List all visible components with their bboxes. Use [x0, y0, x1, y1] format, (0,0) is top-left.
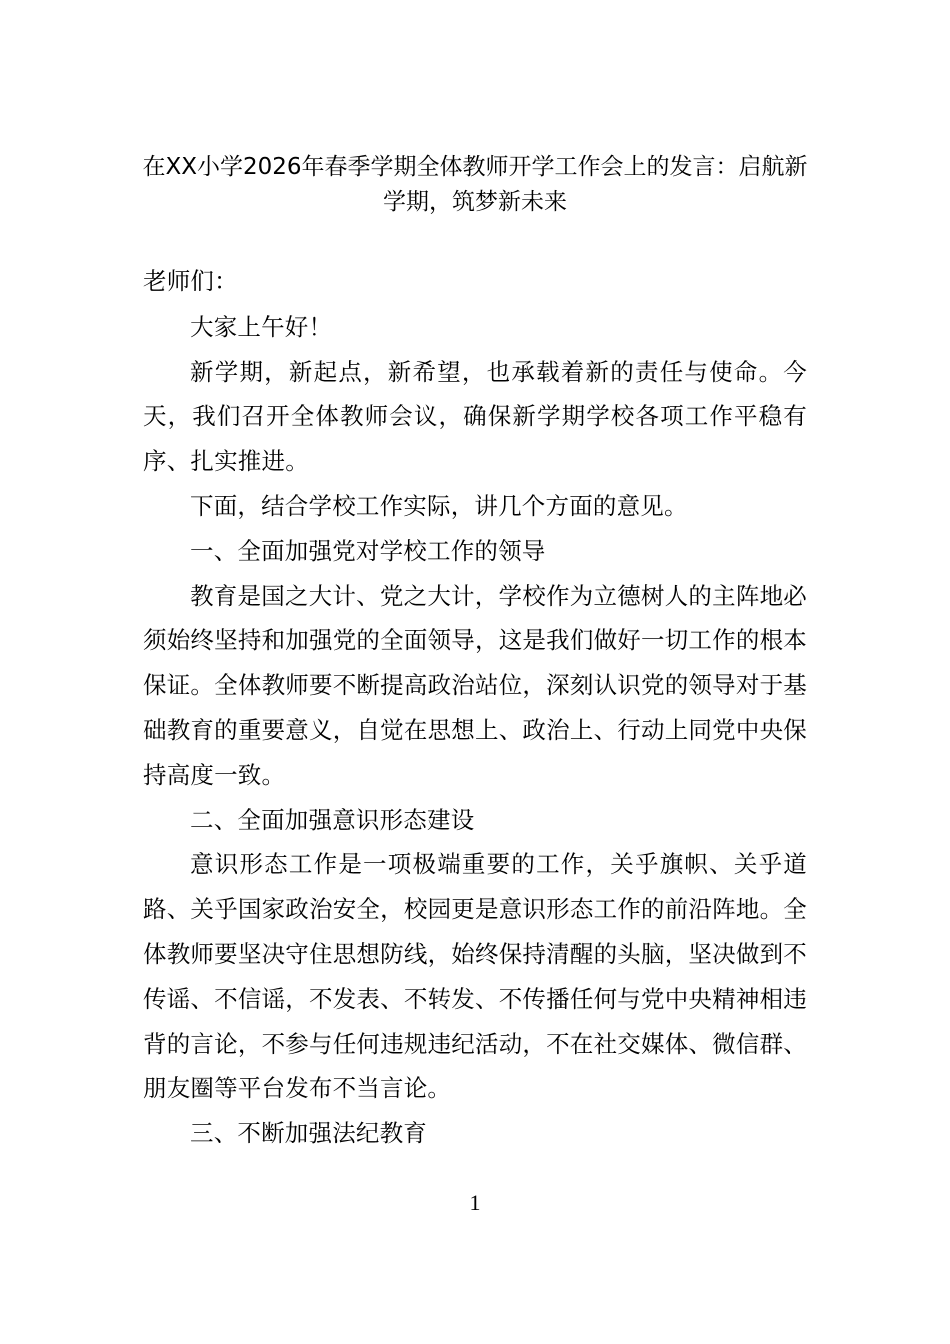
salutation: 老师们：: [143, 267, 238, 295]
section-heading-3: 三、不断加强法纪教育: [190, 1119, 427, 1148]
document-body: [143, 259, 807, 1156]
section-1-paragraph: 教育是国之大计、党之大计，学校作为立德树人的主阵地必须始终坚持和加强党的全面领导，这是我们做好一切工作的根本保证。全体教师要不断提高政治站位，深刻认识党的领导对于基础教育的重要意义，自觉在思想上、政治上、行动上同党中央保持高度一致。: [143, 581, 807, 789]
section-heading-1: 一、全面加强党对学校工作的领导: [190, 536, 546, 565]
intro-paragraph: 新学期，新起点，新希望，也承载着新的责任与使命。今天，我们召开全体教师会议，确保新学期学校各项工作平稳有序、扎实推进。: [143, 357, 807, 476]
section-heading-2: 二、全面加强意识形态建设: [190, 805, 475, 834]
page-number: 1: [469, 1190, 481, 1215]
greeting-paragraph: 大家上午好！: [190, 312, 333, 341]
transition-paragraph: 下面，结合学校工作实际，讲几个方面的意见。: [190, 491, 688, 520]
section-2-paragraph: 意识形态工作是一项极端重要的工作，关乎旗帜、关乎道路、关乎国家政治安全，校园更是意识形态工作的前沿阵地。全体教师要坚决守住思想防线，始终保持清醒的头脑，坚决做到不传谣、不信谣，不发表、不转发、不传播任何与党中央精神相违背的言论，不参与任何违规违纪活动，不在社交媒体、微信群、朋友圈等平台发布不当言论。: [143, 850, 807, 1103]
document-title: 在XX小学2026年春季学期全体教师开学工作会上的发言：启航新学期，筑梦新未来: [142, 154, 808, 215]
